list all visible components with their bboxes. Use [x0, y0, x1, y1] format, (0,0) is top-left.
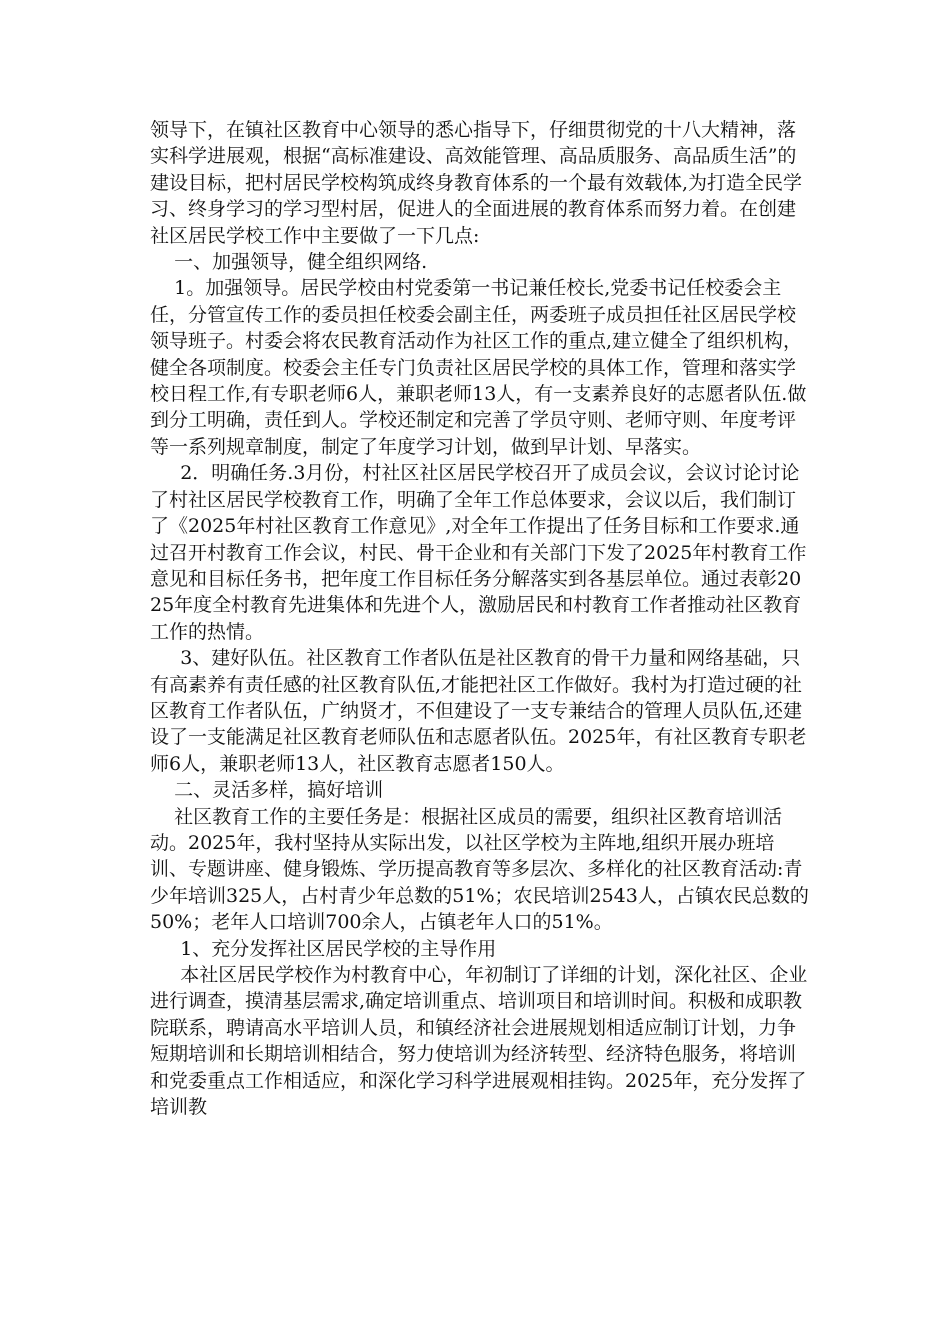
paragraph-team: 3、建好队伍。社区教育工作者队伍是社区教育的骨干力量和网络基础，只有高素养有责任感的社区教育队伍,才能把社区工作做好。我村为打造过硬的社区教育工作者队伍，广纳贤才，不但建设了一支专兼结合的管理人员队伍,还建设了一支能满足社区教育老师队伍和志愿者队伍。2025年，有社区教育专职老师6人，兼职老师13人，社区教育志愿者150人。: [150, 647, 807, 775]
paragraph-tasks: 2．明确任务.3月份，村社区社区居民学校召开了成员会议，会议讨论讨论了村社区居民学校教育工作，明确了全年工作总体要求，会议以后，我们制订了《2025年村社区教育工作意见》,对全年工作提出了任务目标和工作要求.通过召开村教育工作会议，村民、骨干企业和有关部门下发了2025年村教育工作意见和目标任务书，把年度工作目标任务分解落实到各基层单位。通过表彰2025年度全村教育先进集体和先进个人，激励居民和村教育工作者推动社区教育工作的热情。: [150, 462, 807, 643]
section-heading-2: 二、灵活多样，搞好培训: [150, 779, 384, 802]
paragraph-leadership: 1。加强领导。居民学校由村党委第一书记兼任校长,党委书记任校委会主任，分管宣传工作的委员担任校委会副主任，两委班子成员担任社区居民学校领导班子。村委会将农民教育活动作为社区工作的重点,建立健全了组织机构，健全各项制度。校委会主任专门负责社区居民学校的具体工作，管理和落实学校日程工作,有专职老师6人，兼职老师13人，有一支素养良好的志愿者队伍.做到分工明确，责任到人。学校还制定和完善了学员守则、老师守则、年度考评等一系列规章制度，制定了年度学习计划，做到早计划、早落实。: [150, 277, 807, 458]
document-body: [150, 117, 810, 1120]
paragraph-training: 社区教育工作的主要任务是：根据社区成员的需要，组织社区教育培训活动。2025年，我村坚持从实际出发，以社区学校为主阵地,组织开展办班培训、专题讲座、健身锻炼、学历提高教育等多层次、多样化的社区教育活动:青少年培训325人，占村青少年总数的51%；农民培训2543人，占镇农民总数的50%；老年人口培训700余人，占镇老年人口的51%。: [150, 805, 809, 934]
subsection-heading-1: 1、充分发挥社区居民学校的主导作用: [150, 937, 497, 960]
section-heading-1: 一、加强领导，健全组织网络.: [150, 251, 428, 274]
paragraph-school-role: 本社区居民学校作为村教育中心，年初制订了详细的计划，深化社区、企业进行调查，摸清基层需求,确定培训重点、培训项目和培训时间。积极和成职教院联系，聘请高水平培训人员，和镇经济社会进展规划相适应制订计划，力争短期培训和长期培训相结合，努力使培训为经济转型、经济特色服务，将培训和党委重点工作相适应，和深化学习科学进展观相挂钩。2025年，充分发挥了培训教: [150, 964, 808, 1119]
paragraph-intro: 领导下，在镇社区教育中心领导的悉心指导下，仔细贯彻党的十八大精神，落实科学进展观，根据“高标准建设、高效能管理、高品质服务、高品质生活”的建设目标，把村居民学校构筑成终身教育体系的一个最有效载体,为打造全民学习、终身学习的学习型村居，促进人的全面进展的教育体系而努力着。在创建社区居民学校工作中主要做了一下几点:: [150, 119, 803, 247]
